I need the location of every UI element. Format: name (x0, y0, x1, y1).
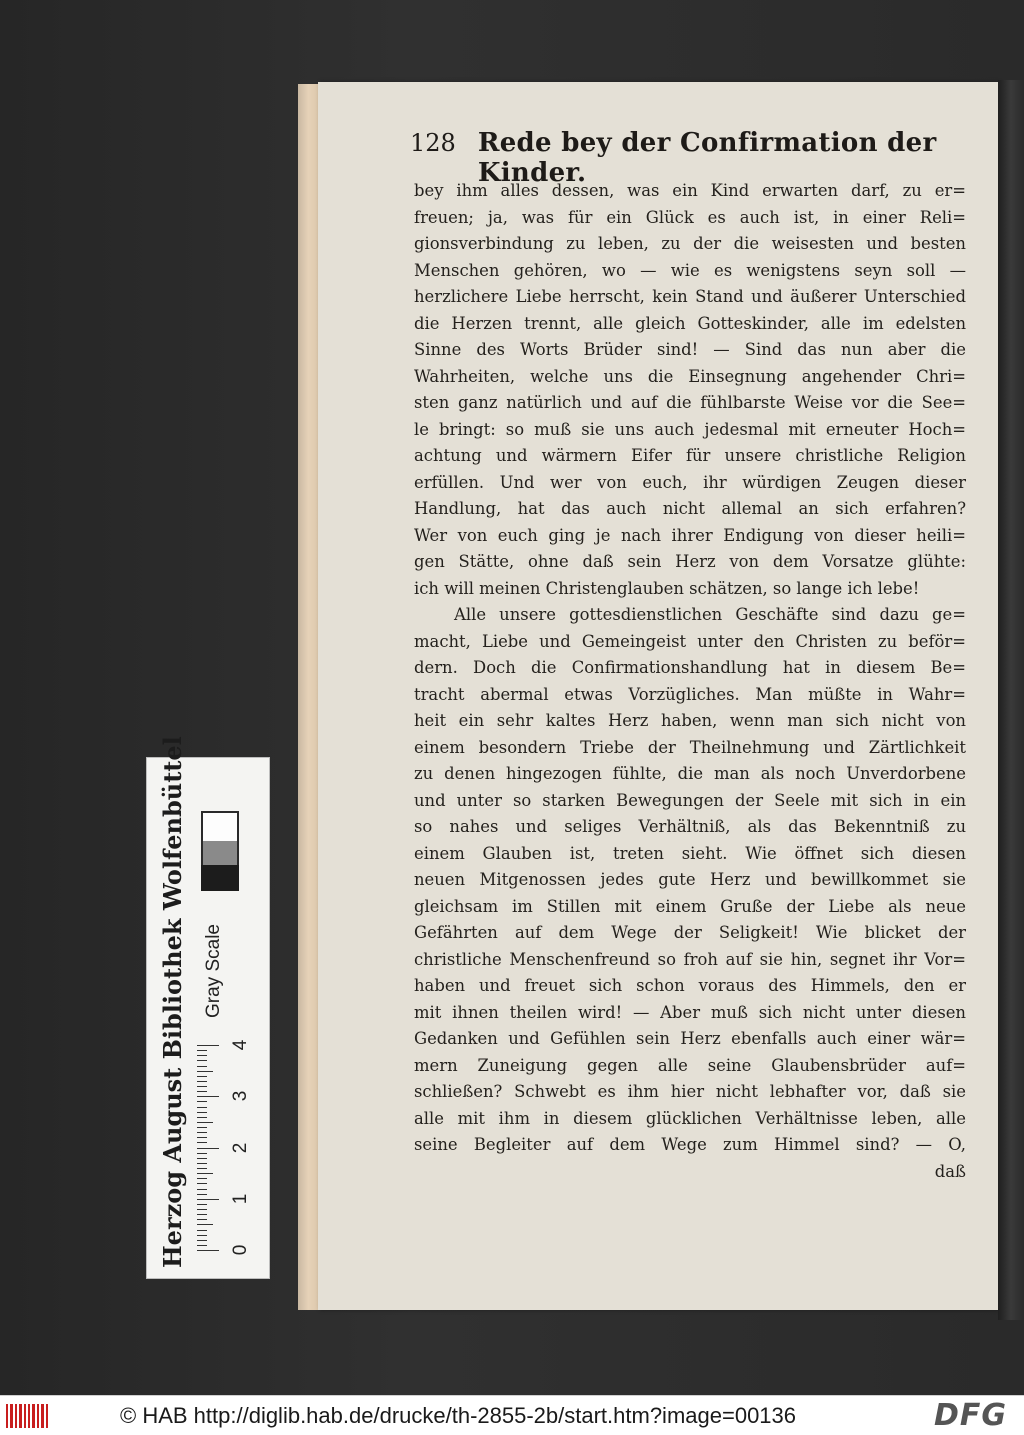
ruler-tick (197, 1204, 207, 1205)
text-line: Gefährten auf dem Wege der Seligkeit! Wie blicket der (414, 923, 966, 942)
text-line: und unter so starken Bewegungen der Seele mit sich in ein (414, 790, 966, 810)
ruler-tick (197, 1101, 207, 1102)
ruler-tick (197, 1194, 207, 1195)
text-line: alle mit ihm in diesem glücklichen Verhältnisse leben, alle (414, 1108, 966, 1128)
ruler-tick (197, 1148, 219, 1149)
ruler-tick (197, 1163, 207, 1164)
ruler-title: Herzog August Bibliothek Wolfenbüttel (158, 736, 187, 1268)
text-line: neuen Mitgenossen jedes gute Herz und bewillkommet sie (414, 870, 966, 889)
text-line: gleichsam im Stillen mit einem Gruße der Liebe als neue (414, 896, 966, 916)
text-line: le bringt: so muß sie uns auch jedesmal mit erneuter Hoch= (414, 419, 966, 439)
ruler-tick (197, 1250, 219, 1251)
ruler-tick (197, 1240, 207, 1241)
ruler-tick (197, 1142, 207, 1143)
ruler-tick (197, 1122, 213, 1123)
ruler-tick (197, 1199, 219, 1200)
facing-page-strip (998, 80, 1024, 1320)
text-line: mit ihnen theilen wird! — Aber muß sich nicht unter diesen (414, 1002, 966, 1022)
body-text (414, 178, 966, 1188)
ruler-tick (197, 1209, 207, 1210)
ruler-tick-label: 0 (230, 1244, 251, 1256)
ruler-tick-label: 1 (230, 1193, 251, 1205)
text-line: Sinne des Worts Brüder sind! — Sind das nun aber die (414, 340, 966, 359)
ruler-tick-label: 4 (230, 1039, 251, 1051)
ruler-tick (197, 1178, 207, 1179)
running-title: Rede bey der Confirmation der Kinder. (477, 128, 937, 188)
ruler-tick (197, 1107, 207, 1108)
text-line: freuen; ja, was für ein Glück es auch ist, in einer Reli= (414, 207, 966, 227)
page-number: 128 (410, 129, 456, 157)
ruler-tick (197, 1230, 207, 1231)
text-line: Wahrheiten, welche uns die Einsegnung angehender Chri= (414, 366, 966, 386)
footer-bar (0, 1395, 1024, 1435)
text-line: einem besondern Triebe der Theilnehmung und Zärtlichkeit (414, 737, 966, 757)
text-line: zu denen hingezogen fühlte, die man als noch Unverdorbene (414, 764, 966, 783)
text-line: gionsverbindung zu leben, zu der die weisesten und besten (414, 234, 966, 253)
text-line: ich will meinen Christenglauben schätzen, so lange ich lebe! (414, 578, 920, 598)
ruler-tick (197, 1224, 213, 1225)
ruler-tick (197, 1066, 207, 1067)
text-line: so nahes und seliges Verhältniß, als das Bekenntniß zu (414, 817, 966, 836)
ruler-tick (197, 1096, 219, 1097)
ruler-tick (197, 1081, 207, 1082)
gray-swatch-mid (201, 841, 239, 865)
text-line: dern. Doch die Confirmationshandlung hat in diesem Be= (414, 658, 966, 677)
text-line: die Herzen trennt, alle gleich Gotteskinder, alle im edelsten (414, 313, 966, 333)
ruler-tick (197, 1132, 207, 1133)
text-line: heit ein sehr kaltes Herz haben, wenn man sich nicht von (414, 711, 966, 730)
ruler-tick (197, 1153, 207, 1154)
ruler-tick (197, 1086, 207, 1087)
ruler-tick (197, 1117, 207, 1118)
ruler-tick (197, 1168, 207, 1169)
ruler-tick (197, 1214, 207, 1215)
ruler-tick (197, 1137, 207, 1138)
ruler-tick (197, 1173, 213, 1174)
ruler-tick-label: 2 (230, 1142, 251, 1153)
ruler-tick (197, 1091, 207, 1092)
ruler-tick (197, 1060, 207, 1061)
text-line: Alle unsere gottesdienstlichen Geschäfte sind dazu ge= (454, 605, 966, 624)
text-line: christliche Menschenfreund so froh auf sie hin, segnet ihr Vor= (414, 949, 966, 969)
ruler-tick (197, 1055, 207, 1056)
text-line: achtung und wärmern Eifer für unsere christliche Religion (414, 446, 966, 465)
text-line: Handlung, hat das auch nicht allemal an sich erfahren? (414, 499, 966, 518)
text-line: Gedanken und Gefühlen sein Herz ebenfalls auch einer wär= (414, 1029, 966, 1048)
gray-scale-label: Gray Scale (203, 924, 224, 1018)
color-scale-ruler (146, 736, 270, 1279)
text-line: sten ganz natürlich und auf die fühlbarste Weise vor die See= (414, 393, 966, 412)
ruler-tick (197, 1245, 207, 1246)
ruler-scale (197, 1008, 221, 1258)
hab-barcode-icon (6, 1404, 48, 1428)
ruler-tick (197, 1158, 207, 1159)
ruler-tick-label: 3 (230, 1090, 251, 1102)
text-line: herzlichere Liebe herrscht, kein Stand und äußerer Unterschied (414, 287, 966, 306)
text-line: seine Begleiter auf dem Wege zum Himmel sind? — O, (414, 1135, 966, 1154)
ruler-tick (197, 1112, 207, 1113)
text-line: tracht abermal etwas Vorzügliches. Man müßte in Wahr= (414, 684, 966, 704)
text-line: gen Stätte, ohne daß sein Herz von dem Vorsatze glühte: (414, 552, 966, 571)
ruler-tick (197, 1050, 207, 1051)
text-line: Wer von euch ging je nach ihrer Endigung von dieser heili= (414, 525, 966, 545)
ruler-tick (197, 1127, 207, 1128)
text-line: macht, Liebe und Gemeingeist unter den Christen zu beför= (414, 631, 966, 651)
ruler-tick (197, 1076, 207, 1077)
text-line: haben und freuet sich schon voraus des Himmels, den er (414, 976, 966, 995)
text-line: bey ihm alles dessen, was ein Kind erwarten darf, zu er= (414, 181, 966, 200)
ruler-tick (197, 1183, 207, 1184)
text-line: schließen? Schwebt es ihm hier nicht lebhafter vor, daß sie (414, 1082, 966, 1101)
ruler-tick (197, 1219, 207, 1220)
ruler-tick (197, 1189, 207, 1190)
text-line: Menschen gehören, wo — wie es wenigstens seyn soll — (414, 260, 966, 280)
text-line: erfüllen. Und wer von euch, ihr würdigen Zeugen dieser (414, 472, 966, 492)
text-line: daß (934, 1161, 966, 1181)
text-line: einem Glauben ist, treten sieht. Wie öffnet sich diesen (414, 843, 966, 863)
dfg-logo: DFG (934, 1398, 1008, 1433)
ruler-tick (197, 1045, 219, 1046)
text-line: mern Zuneigung gegen alle seine Glaubensbrüder auf= (414, 1055, 966, 1075)
ruler-tick (197, 1071, 213, 1072)
footer-copyright-link[interactable]: © HAB http://diglib.hab.de/drucke/th-2855-2b/start.htm?image=00136 (120, 1403, 797, 1428)
gray-swatch-white (201, 811, 239, 841)
ruler-tick (197, 1235, 207, 1236)
running-head (410, 128, 966, 188)
